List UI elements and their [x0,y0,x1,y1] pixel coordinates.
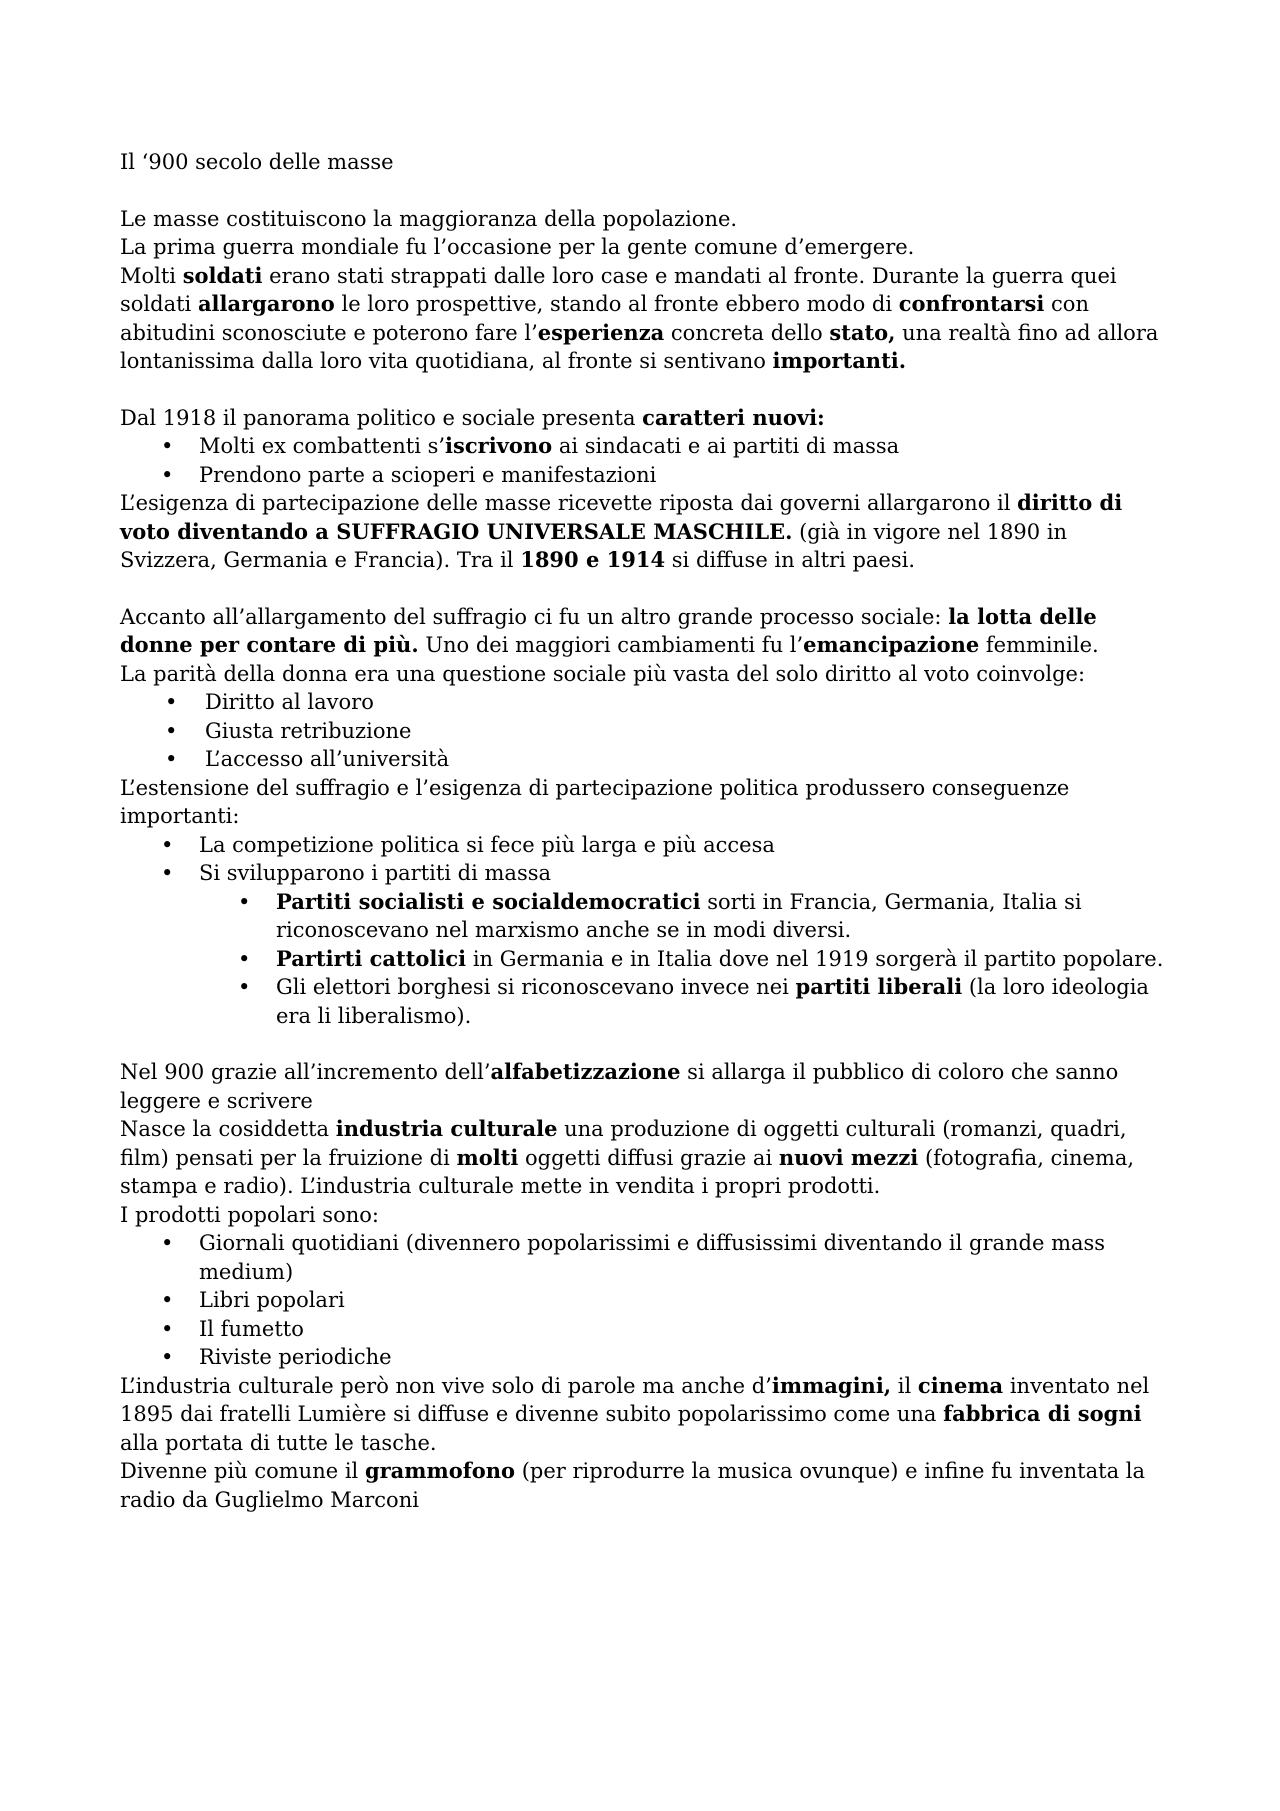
paragraph: Nasce la cosiddetta industria culturale una produzione di oggetti culturali (romanzi, quadri, film) pensati per la fruizione di molti oggetti diffusi grazie ai nuovi mezzi (fotografia, cinema, stampa e radio). L’industria culturale mette in vendita i propri prodotti. [120,1116,1135,1198]
list-item: • Prendono parte a scioperi e manifestazioni [120,461,1170,490]
list-item: • Libri popolari [120,1286,1170,1315]
sub-list-item: • Partirti cattolici in Germania e in Italia dove nel 1919 sorgerà il partito popolare. [120,945,1170,974]
list-item: • Diritto al lavoro [120,688,1170,717]
section-women [120,603,1170,1031]
paragraph: Accanto all’allargamento del suffragio ci fu un altro grande processo sociale: la lotta delle donne per contare di più. Uno dei maggiori cambiamenti fu l’emancipazione femminile. [120,603,1099,657]
paragraph: La parità della donna era una questione sociale più vasta del solo diritto al voto coinvolge: [120,661,1086,686]
bullet-list [120,831,1170,1031]
list-item: • L’accesso all’università [120,745,1170,774]
bullet-list [120,432,1170,489]
sub-list-item: • Partiti socialisti e socialdemocratici sorti in Francia, Germania, Italia si riconoscevano nel marxismo anche se in modi diversi. [120,888,1170,945]
list-item: • La competizione politica si fece più larga e più accesa [120,831,1170,860]
bullet-list [120,1229,1170,1372]
document-page [120,148,1170,1514]
list-item: • Si svilupparono i partiti di massa • Partiti socialisti e socialdemocratici sorti in Francia, Germania, Italia si riconoscevano nel marxismo anche se in modi diversi. • Partirti cattolici in Germania e in Italia dove nel 1919 sorgerà il partito popolare. • Gli elettori borghesi si riconoscevano invece nei partiti liberali (la loro ideologia era li liberalismo). [120,859,1170,1030]
list-item: • Riviste periodiche [120,1343,1170,1372]
bullet-list [120,688,1170,774]
paragraph: L’industria culturale però non vive solo di parole ma anche d’immagini, il cinema inventato nel 1895 dai fratelli Lumière si diffuse e divenne subito popolarissimo come una fabbrica di sogni alla portata di tutte le tasche. [120,1372,1150,1455]
document-title: Il ‘900 secolo delle masse [120,150,394,174]
paragraph: Divenne più comune il grammofono (per riprodurre la musica ovunque) e infine fu inventata la radio da Guglielmo Marconi [120,1458,1146,1512]
list-item: • Il fumetto [120,1315,1170,1344]
list-item: • Giornali quotidiani (divennero popolarissimi e diffusissimi diventando il grande mass medium) [120,1229,1170,1286]
paragraph: La prima guerra mondiale fu l’occasione per la gente comune d’emergere. [120,235,915,259]
section-culture [120,1058,1170,1514]
paragraph: Dal 1918 il panorama politico e sociale presenta caratteri nuovi: [120,404,825,430]
sub-list-item: • Gli elettori borghesi si riconoscevano invece nei partiti liberali (la loro ideologia era li liberalismo). [120,973,1170,1030]
paragraph: Le masse costituiscono la maggioranza della popolazione. [120,206,738,231]
paragraph: Nel 900 grazie all’incremento dell’alfabetizzazione si allarga il pubblico di coloro che sanno leggere e scrivere [120,1059,1119,1113]
list-item: • Molti ex combattenti s’iscrivono ai sindacati e ai partiti di massa [120,432,1170,461]
paragraph: L’estensione del suffragio e l’esigenza di partecipazione politica produssero conseguenze importanti: [120,775,1070,828]
sub-bullet-list [120,888,1170,1031]
section-1918 [120,404,1170,575]
list-item: • Giusta retribuzione [120,717,1170,746]
paragraph: I prodotti popolari sono: [120,1202,379,1227]
paragraph: L’esigenza di partecipazione delle masse ricevette riposta dai governi allargarono il diritto di voto diventando a SUFFRAGIO UNIVERSALE MASCHILE. (già in vigore nel 1890 in Svizzera, Germania e Francia). Tra il 1890 e 1914 si diffuse in altri paesi. [120,490,1123,572]
section-masses [120,205,1170,376]
paragraph: Molti soldati erano stati strappati dalle loro case e mandati al fronte. Durante la guerra quei soldati allargarono le loro prospettive, stando al fronte ebbero modo di confrontarsi con abitudini sconosciute e poterono fare l’esperienza concreta dello stato, una realtà fino ad allora lontanissima dalla loro vita quotidiana, al fronte si sentivano importanti. [120,262,1159,373]
